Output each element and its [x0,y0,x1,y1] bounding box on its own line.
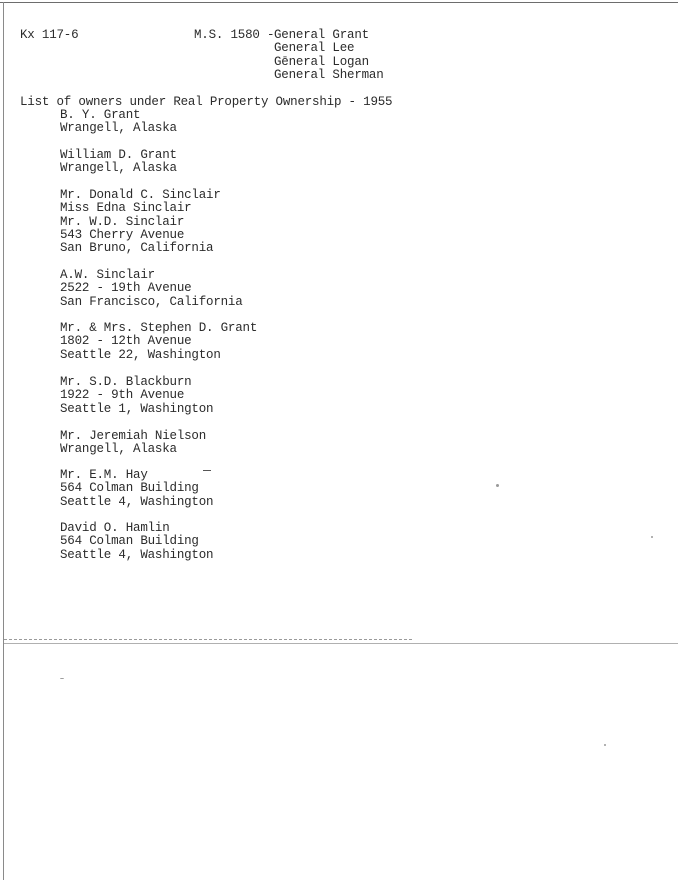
owner-line: 2522 - 19th Avenue [60,281,192,296]
owner-line: Wrangell, Alaska [60,161,177,176]
owner-entry [60,149,177,176]
document-id: Kx 117-6 [20,28,79,42]
owner-entry [60,522,213,562]
owner-line: San Francisco, California [60,294,243,309]
owner-entry [60,322,257,362]
owner-entry [60,430,206,457]
owner-line: Seattle 4, Washington [60,494,214,509]
owner-line: Seattle 4, Washington [60,547,214,562]
owner-line: Mr. & Mrs. Stephen D. Grant [60,321,258,335]
owner-line: Wrangell, Alaska [60,442,177,457]
claim-name: General Grant [274,28,369,42]
owner-line: David O. Hamlin [60,521,170,535]
claim-name: Gēneral Logan [274,55,369,69]
owner-line: 1802 - 12th Avenue [60,334,192,349]
owner-entry [60,269,243,309]
owner-line: Miss Edna Sinclair [60,201,192,216]
scan-speck [604,744,606,746]
owner-line: B. Y. Grant [60,108,141,122]
owner-line: Wrangell, Alaska [60,121,177,136]
owner-line: Mr. W.D. Sinclair [60,214,185,229]
owner-line: Mr. E.M. Hay [60,468,148,482]
ink-mark [203,470,211,471]
fold-line [4,639,412,640]
owner-entry [60,109,177,136]
owner-line: 564 Colman Building [60,481,199,496]
survey-number: M.S. 1580 - [194,28,275,42]
scan-speck [496,484,499,487]
list-title: List of owners under Real Property Ownership - 1955 [20,95,393,109]
claim-name: General Sherman [274,68,384,82]
owner-line: 1922 - 9th Avenue [60,388,185,403]
owner-entry [60,469,213,509]
owner-line: Mr. Donald C. Sinclair [60,188,221,202]
owner-line: Mr. S.D. Blackburn [60,375,192,389]
owner-entry [60,376,213,416]
owner-line: Mr. Jeremiah Nielson [60,429,207,443]
scan-speck [60,678,64,679]
owner-entry [60,189,221,255]
claim-name: General Lee [274,41,355,55]
owner-line: 564 Colman Building [60,534,199,549]
left-border-line [3,2,4,880]
top-border-line [0,2,678,3]
owner-line: Seattle 1, Washington [60,401,214,416]
scan-speck [651,536,653,538]
owner-line: William D. Grant [60,148,177,162]
bottom-section-line [4,643,678,644]
owner-line: San Bruno, California [60,241,214,256]
owner-line: 543 Cherry Avenue [60,227,185,242]
owner-line: Seattle 22, Washington [60,347,221,362]
owner-line: A.W. Sinclair [60,268,155,282]
